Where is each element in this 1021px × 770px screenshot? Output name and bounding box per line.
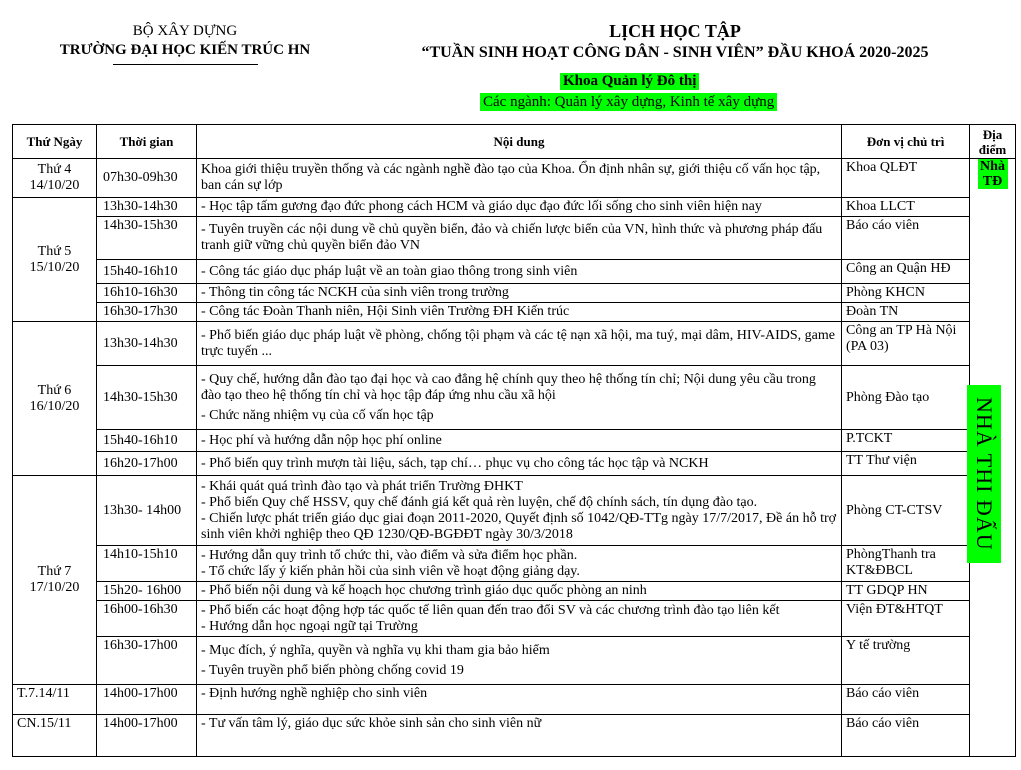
faculty-label: Khoa Quản lý Đô thị (560, 73, 699, 90)
time-cell: 16h10-16h30 (97, 284, 197, 303)
org-cell: Viện ĐT&HTQT (842, 601, 970, 637)
time-cell: 14h00-17h00 (97, 685, 197, 715)
col-header-place: Địa điểm (970, 125, 1016, 159)
day-cell: CN.15/11 (13, 715, 97, 757)
table-row (13, 601, 1016, 637)
ministry-name: BỘ XÂY DỰNG (132, 23, 238, 39)
org-cell: Công an TP Hà Nội (PA 03) (842, 322, 970, 366)
org-cell: Công an Quận HĐ (842, 260, 970, 284)
document-title: LỊCH HỌC TẬP (609, 21, 741, 41)
issuer-block (40, 22, 330, 65)
content-cell: Khoa giới thiệu truyền thống và các ngành nghề đào tạo của Khoa. Ổn định nhân sự, giới thiệu cố vấn học tập, ban cán sự lớp (197, 159, 842, 198)
content-line: - Chức năng nhiệm vụ của cố vấn học tập (201, 407, 434, 423)
table-row (13, 303, 1016, 322)
content-cell: - Định hướng nghề nghiệp cho sinh viên (197, 685, 842, 715)
time-cell: 14h00-17h00 (97, 715, 197, 757)
content-cell: - Phổ biến nội dung và kế hoạch học chương trình giáo dục quốc phòng an ninh (197, 582, 842, 601)
org-cell: Đoàn TN (842, 303, 970, 322)
content-cell: - Tư vấn tâm lý, giáo dục sức khỏe sinh sản cho sinh viên nữ (197, 715, 842, 757)
content-cell: - Học tập tấm gương đạo đức phong cách HCM và giáo dục đạo đức lối sống cho sinh viên hiện nay (197, 198, 842, 217)
day-cell: T.7.14/11 (13, 685, 97, 715)
org-cell: TT GDQP HN (842, 582, 970, 601)
time-cell: 15h40-16h10 (97, 260, 197, 284)
content-line: - Chiến lược phát triển giáo dục giai đoạn 2011-2020, Quyết định số 1042/QĐ-TTg ngày 17/7/2017, Đề án hỗ trợ sinh viên khởi nghiệp theo QĐ 1230/QĐ-BGĐĐT ngày 30/3/2018 (201, 510, 837, 542)
content-cell (197, 546, 842, 582)
table-row (13, 159, 1016, 198)
org-cell: P.TCKT (842, 430, 970, 452)
day-cell: Thứ 6 16/10/20 (13, 322, 97, 476)
time-cell: 13h30-14h30 (97, 198, 197, 217)
col-header-day: Thứ Ngày (13, 125, 97, 159)
table-row (13, 217, 1016, 260)
table-row (13, 582, 1016, 601)
time-cell: 16h30-17h30 (97, 303, 197, 322)
org-cell: Báo cáo viên (842, 217, 970, 260)
content-cell (197, 601, 842, 637)
table-header-row (13, 125, 1016, 159)
col-header-content: Nội dung (197, 125, 842, 159)
org-cell: Khoa LLCT (842, 198, 970, 217)
content-cell: - Tuyên truyền các nội dung về chủ quyền biển, đảo và chiến lược biển của VN, hình thức và phương pháp đấu tranh giữ vững chủ quyền biển đảo VN (197, 217, 842, 260)
school-name: TRƯỜNG ĐẠI HỌC KIẾN TRÚC HN (59, 42, 311, 58)
col-header-time: Thời gian (97, 125, 197, 159)
time-cell: 16h00-16h30 (97, 601, 197, 637)
place-label-main (967, 385, 1001, 563)
table-row (13, 430, 1016, 452)
org-cell: PhòngThanh tra KT&ĐBCL (842, 546, 970, 582)
table-row (13, 546, 1016, 582)
content-cell (197, 476, 842, 546)
day-cell: Thứ 5 15/10/20 (13, 198, 97, 322)
org-cell: Phòng CT-CTSV (842, 476, 970, 546)
time-cell: 16h30-17h00 (97, 637, 197, 685)
org-cell: Y tế trường (842, 637, 970, 685)
table-row (13, 322, 1016, 366)
content-line: - Khái quát quá trình đào tạo và phát triển Trường ĐHKT (201, 478, 523, 494)
time-cell: 14h30-15h30 (97, 366, 197, 430)
content-cell: - Học phí và hướng dẫn nộp học phí online (197, 430, 842, 452)
content-line: - Mục đích, ý nghĩa, quyền và nghĩa vụ khi tham gia bảo hiểm (201, 642, 550, 658)
org-cell: TT Thư viện (842, 452, 970, 476)
content-cell: - Công tác Đoàn Thanh niên, Hội Sinh viên Trường ĐH Kiến trúc (197, 303, 842, 322)
org-cell: Khoa QLĐT (842, 159, 970, 198)
content-line: - Phổ biến các hoạt động hợp tác quốc tế liên quan đến trao đổi SV và các chương trình đào tạo liên kết (201, 602, 780, 618)
content-line: - Tuyên truyền phổ biến phòng chống covid 19 (201, 662, 464, 678)
org-cell: Báo cáo viên (842, 715, 970, 757)
header-rule (113, 64, 258, 65)
content-cell: - Phổ biến quy trình mượn tài liệu, sách, tạp chí… phục vụ cho công tác học tập và NCKH (197, 452, 842, 476)
time-cell: 07h30-09h30 (97, 159, 197, 198)
time-cell: 15h40-16h10 (97, 430, 197, 452)
content-cell (197, 366, 842, 430)
time-cell: 13h30-14h30 (97, 322, 197, 366)
table-row (13, 284, 1016, 303)
content-line: - Quy chế, hướng dẫn đào tạo đại học và cao đẳng hệ chính quy theo hệ thống tín chỉ; Nội dung yêu cầu trong đào tạo theo hệ thống tín chỉ và học tập đáp ứng nhu cầu xã hội (201, 371, 816, 403)
time-cell: 14h30-15h30 (97, 217, 197, 260)
document-subtitle: “TUẦN SINH HOẠT CÔNG DÂN - SINH VIÊN” ĐẦU KHOÁ 2020-2025 (421, 44, 929, 61)
content-line: - Tổ chức lấy ý kiến phản hồi của sinh viên về hoạt động giảng dạy. (201, 563, 580, 579)
content-line: - Phổ biến Quy chế HSSV, quy chế đánh giá kết quả rèn luyện, chế độ chính sách, tín dụng đào tạo. (201, 494, 758, 510)
place-label-text: NHÀ THI ĐẤU (972, 397, 997, 551)
time-cell: 16h20-17h00 (97, 452, 197, 476)
day-cell: Thứ 4 14/10/20 (13, 159, 97, 198)
table-row (13, 198, 1016, 217)
majors-label: Các ngành: Quản lý xây dựng, Kinh tế xây dựng (480, 93, 777, 111)
time-cell: 13h30- 14h00 (97, 476, 197, 546)
schedule-table (12, 124, 1016, 757)
org-cell: Phòng Đào tạo (842, 366, 970, 430)
title-block (345, 22, 1005, 62)
table-row (13, 637, 1016, 685)
content-cell: - Phổ biến giáo dục pháp luật về phòng, chống tội phạm và các tệ nạn xã hội, ma tuý, mại dâm, HIV-AIDS, game trực tuyến ... (197, 322, 842, 366)
content-line: - Hướng dẫn học ngoại ngữ tại Trường (201, 618, 418, 634)
content-cell: - Công tác giáo dục pháp luật về an toàn giao thông trong sinh viên (197, 260, 842, 284)
table-row (13, 452, 1016, 476)
content-cell (197, 637, 842, 685)
time-cell: 14h10-15h10 (97, 546, 197, 582)
table-row (13, 260, 1016, 284)
table-row (13, 715, 1016, 757)
time-cell: 15h20- 16h00 (97, 582, 197, 601)
content-cell: - Thông tin công tác NCKH của sinh viên trong trường (197, 284, 842, 303)
content-line: - Hướng dẫn quy trình tổ chức thi, vào điểm và sửa điểm học phần. (201, 547, 578, 563)
org-cell: Phòng KHCN (842, 284, 970, 303)
table-row (13, 685, 1016, 715)
place-label-top: Nhà TĐ (978, 159, 1008, 189)
org-cell: Báo cáo viên (842, 685, 970, 715)
day-cell: Thứ 7 17/10/20 (13, 476, 97, 685)
table-row (13, 366, 1016, 430)
table-row (13, 476, 1016, 546)
col-header-org: Đơn vị chủ trì (842, 125, 970, 159)
